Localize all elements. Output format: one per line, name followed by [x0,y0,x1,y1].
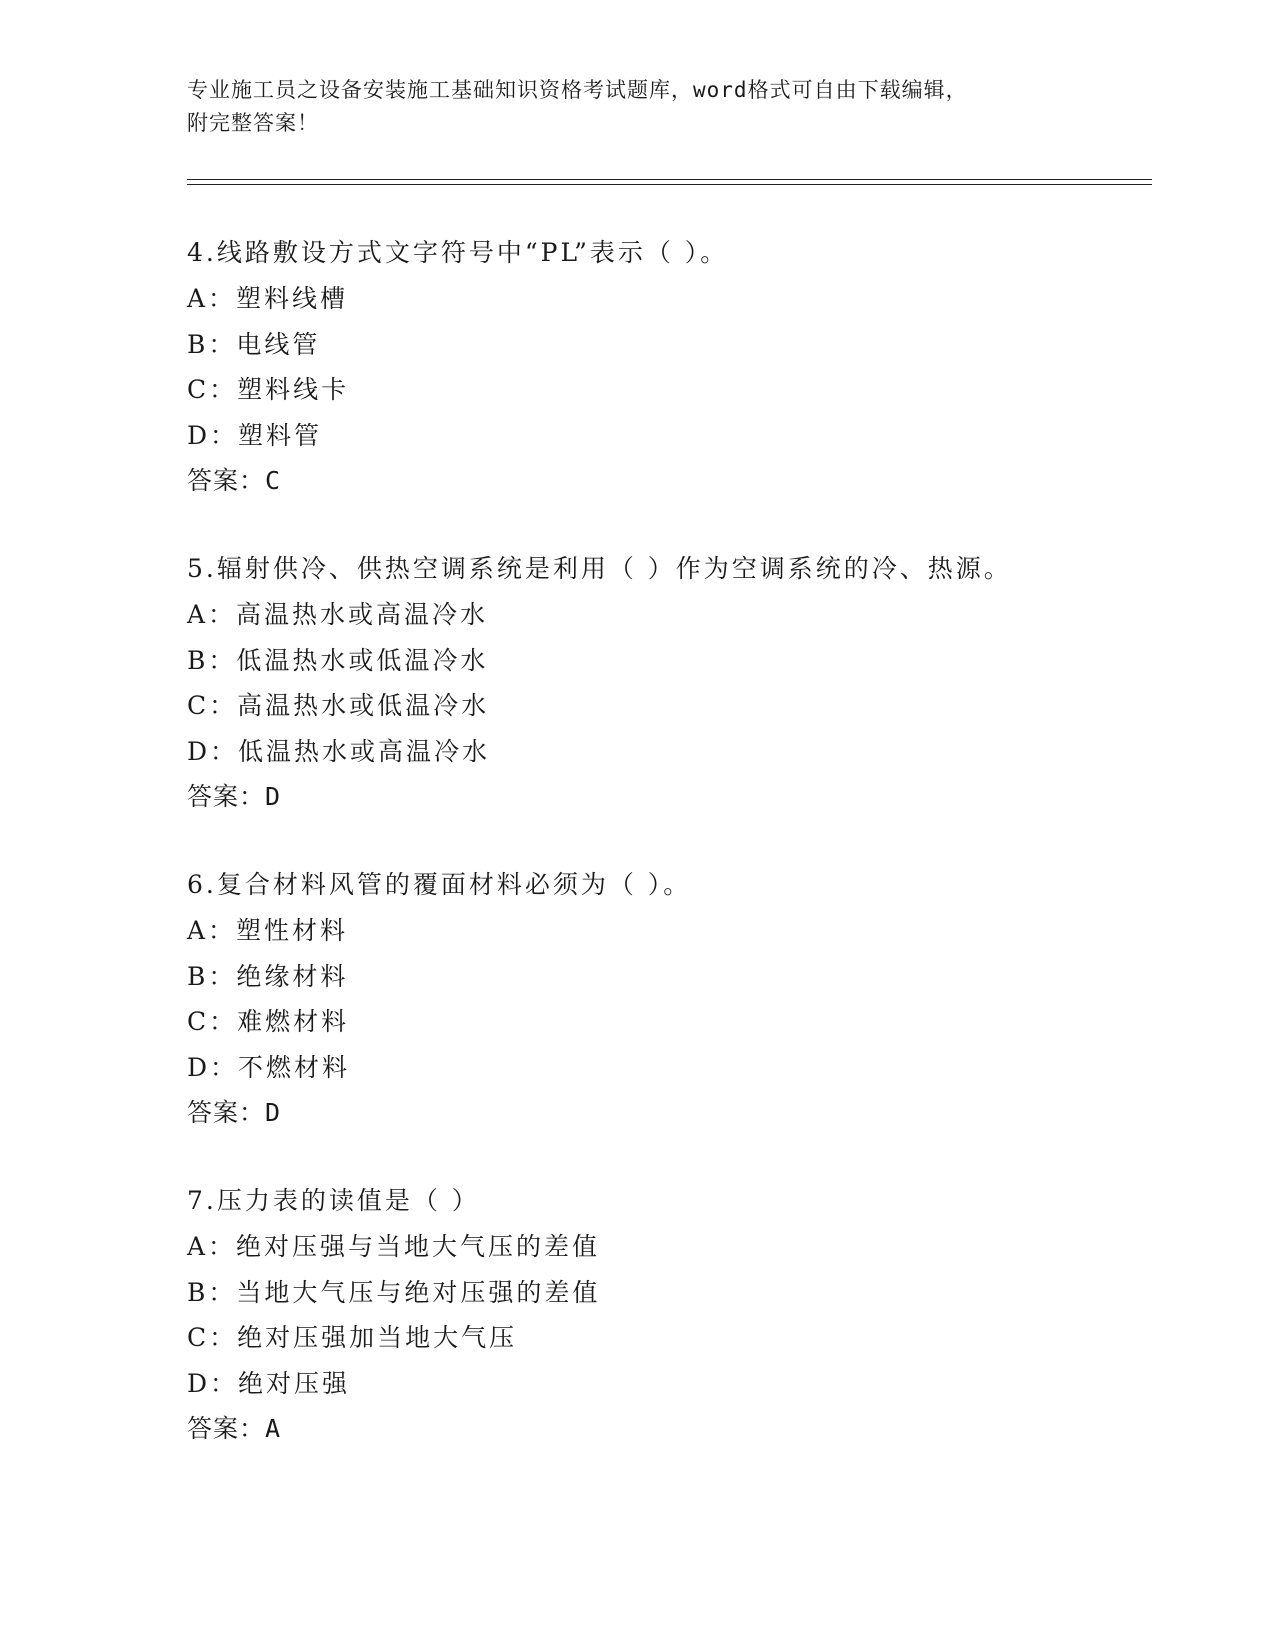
answer-value: A [265,1414,282,1443]
document-header [187,74,1087,140]
option-a: A：塑料线槽 [187,284,349,313]
option-d: D：低温热水或高温冷水 [187,736,491,766]
option-c: C：塑料线卡 [187,375,350,404]
header-line-2: 附完整答案！ [187,111,319,135]
answer-label: 答案： [187,1098,266,1127]
header-divider-bottom [187,184,1152,185]
option-b: B：电线管 [187,329,321,359]
answer-line [187,458,1147,504]
answer-value: C [265,466,282,495]
option-a: A：高温热水或高温冷水 [187,600,489,629]
header-line-1: 专业施工员之设备安装施工基础知识资格考试题库，word格式可自由下载编辑， [187,78,968,102]
question-stem: 4.线路敷设方式文字符号中“PL”表示（ ）。 [187,238,729,267]
option-c: C：难燃材料 [187,1007,350,1036]
question-stem: 5.辐射供冷、供热空调系统是利用（ ）作为空调系统的冷、热源。 [187,554,1012,583]
question-5 [187,546,1147,820]
option-b: B：当地大气压与绝对压强的差值 [187,1277,601,1307]
option-d: D：塑料管 [187,420,323,450]
option-d: D：绝对压强 [187,1368,351,1398]
option-d: D：不燃材料 [187,1052,351,1082]
answer-label: 答案： [187,1414,266,1443]
answer-line [187,1406,1147,1452]
question-4 [187,230,1147,504]
question-7 [187,1178,1147,1452]
answer-value: D [265,782,282,811]
header-divider-top [187,179,1152,180]
option-b: B：低温热水或低温冷水 [187,645,489,675]
option-c: C：绝对压强加当地大气压 [187,1323,518,1352]
answer-label: 答案： [187,466,266,495]
option-a: A：塑性材料 [187,916,349,945]
question-stem: 7.压力表的读值是（ ） [187,1186,480,1215]
question-stem: 6.复合材料风管的覆面材料必须为（ ）。 [187,870,692,899]
option-b: B：绝缘材料 [187,961,349,991]
option-c: C：高温热水或低温冷水 [187,691,490,720]
option-a: A：绝对压强与当地大气压的差值 [187,1232,601,1261]
answer-line [187,774,1147,820]
answer-value: D [265,1098,282,1127]
question-6 [187,862,1147,1136]
answer-line [187,1090,1147,1136]
answer-label: 答案： [187,782,266,811]
